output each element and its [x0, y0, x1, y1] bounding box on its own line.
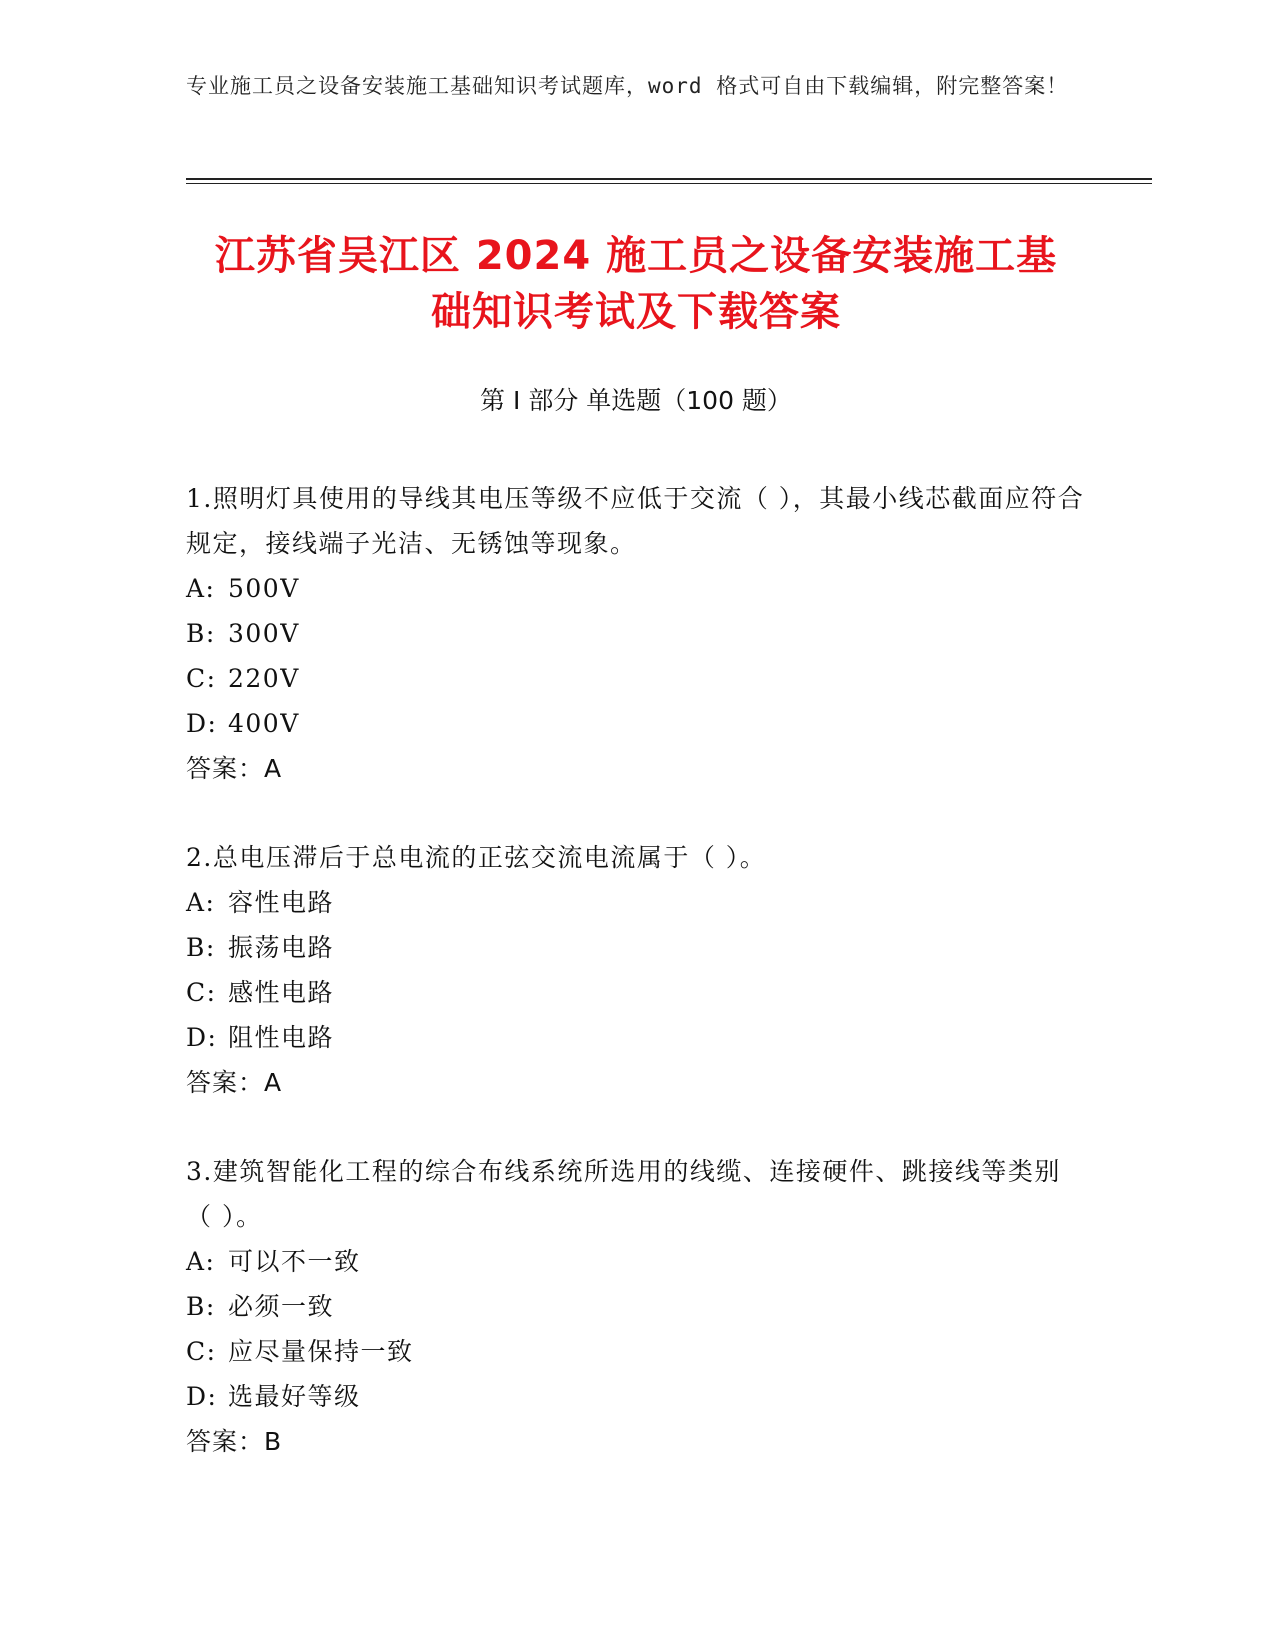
question-stem: 1.照明灯具使用的导线其电压等级不应低于交流（ ），其最小线芯截面应符合规定，接线端子光洁、无锈蚀等现象。: [186, 484, 1085, 558]
option-key: C:: [186, 664, 217, 693]
option-text: 300V: [228, 619, 300, 648]
option-text: 400V: [228, 709, 300, 738]
option-a: [186, 1239, 1086, 1284]
option-key: D:: [186, 1023, 218, 1052]
option-key: C:: [186, 1337, 217, 1366]
header-divider: [186, 178, 1152, 180]
option-key: B:: [186, 619, 216, 648]
option-text: 选最好等级: [228, 1382, 361, 1411]
option-key: D:: [186, 709, 218, 738]
option-key: A:: [186, 888, 216, 917]
option-key: D:: [186, 1382, 218, 1411]
answer-line: 答案：B: [186, 1427, 283, 1456]
question-2: [186, 835, 1086, 1105]
option-text: 可以不一致: [228, 1247, 361, 1276]
document-title-line1: 江苏省吴江区 2024 施工员之设备安装施工基: [214, 233, 1058, 279]
section-title: 第 I 部分 单选题（100 题）: [480, 386, 792, 415]
answer-line: 答案：A: [186, 1068, 283, 1097]
header-note: 专业施工员之设备安装施工基础知识考试题库，word 格式可自由下载编辑，附完整答案！: [186, 74, 1069, 98]
option-text: 容性电路: [228, 888, 335, 917]
option-text: 220V: [228, 664, 300, 693]
option-text: 感性电路: [228, 978, 335, 1007]
option-key: C:: [186, 978, 217, 1007]
option-c: [186, 656, 1086, 701]
option-key: A:: [186, 1247, 216, 1276]
option-d: [186, 701, 1086, 746]
answer-line: 答案：A: [186, 754, 283, 783]
option-key: A:: [186, 574, 216, 603]
option-text: 必须一致: [228, 1292, 335, 1321]
header-divider-thin: [186, 183, 1152, 184]
question-3: [186, 1149, 1086, 1464]
option-text: 500V: [228, 574, 300, 603]
option-text: 阻性电路: [228, 1023, 335, 1052]
option-d: [186, 1374, 1086, 1419]
option-key: B:: [186, 933, 216, 962]
option-text: 应尽量保持一致: [228, 1337, 414, 1366]
document-title: [186, 228, 1086, 340]
question-stem: 2.总电压滞后于总电流的正弦交流电流属于（ ）。: [186, 843, 767, 872]
option-d: [186, 1015, 1086, 1060]
document-title-line2: 础知识考试及下载答案: [431, 289, 841, 335]
option-key: B:: [186, 1292, 216, 1321]
question-list: [186, 476, 1086, 1508]
option-a: [186, 880, 1086, 925]
option-text: 振荡电路: [228, 933, 335, 962]
option-c: [186, 1329, 1086, 1374]
question-1: [186, 476, 1086, 791]
option-b: [186, 611, 1086, 656]
option-b: [186, 925, 1086, 970]
option-c: [186, 970, 1086, 1015]
option-a: [186, 566, 1086, 611]
option-b: [186, 1284, 1086, 1329]
question-stem: 3.建筑智能化工程的综合布线系统所选用的线缆、连接硬件、跳接线等类别（ ）。: [186, 1157, 1061, 1231]
